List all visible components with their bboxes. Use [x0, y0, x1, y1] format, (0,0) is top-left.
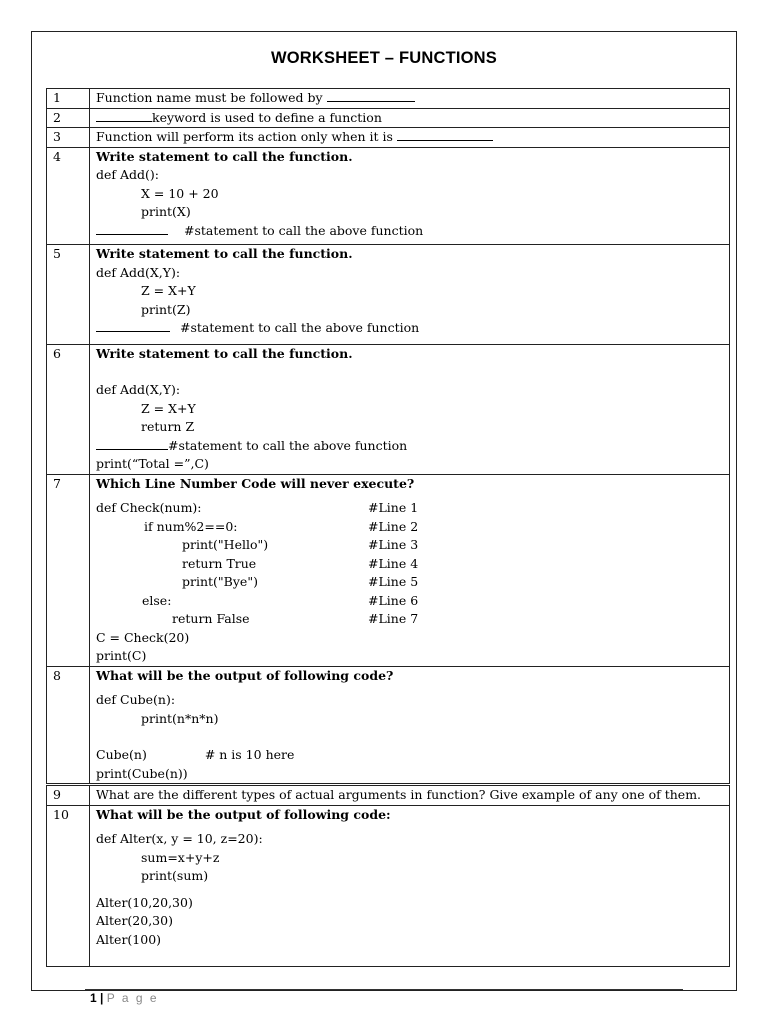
code-line: def Add(X,Y):: [96, 382, 181, 397]
code-line: Alter(100): [96, 931, 162, 947]
answer-blank[interactable]: [327, 89, 415, 102]
code-line: return False: [172, 611, 250, 626]
line-label: #Line 7: [368, 611, 419, 626]
question-cell: [90, 128, 730, 148]
code-line: C = Check(20): [96, 629, 190, 645]
question-row-10: [47, 805, 730, 966]
question-row-5: [47, 245, 730, 345]
worksheet-table: [46, 88, 730, 967]
code-comment: #statement to call the above function: [183, 222, 424, 238]
question-text: Function name must be followed by: [96, 90, 323, 105]
question-cell: [90, 147, 730, 245]
code-comment: #statement to call the above function: [179, 320, 420, 335]
page-label: P a g e: [106, 991, 159, 1005]
question-number: 10: [47, 805, 90, 966]
line-label: #Line 6: [368, 592, 419, 608]
page-footer: [90, 991, 159, 1005]
question-heading: Which Line Number Code will never execute?: [96, 475, 415, 491]
code-line: if num%2==0:: [144, 518, 238, 534]
code-line: Cube(n): [96, 747, 147, 762]
question-row-9: [47, 785, 730, 806]
answer-blank[interactable]: [397, 128, 493, 141]
answer-blank[interactable]: [96, 437, 168, 450]
question-number: 5: [47, 245, 90, 345]
answer-blank[interactable]: [96, 222, 168, 235]
question-number: 3: [47, 128, 90, 148]
question-heading: What will be the output of following code:: [96, 806, 391, 822]
code-line: Z = X+Y: [141, 283, 196, 298]
code-line: Z = X+Y: [141, 400, 196, 416]
question-row-8: [47, 666, 730, 785]
code-line: return True: [182, 555, 257, 571]
code-line: else:: [142, 592, 172, 608]
question-number: 7: [47, 474, 90, 666]
question-row-3: [47, 128, 730, 148]
code-line: Alter(20,30): [96, 913, 173, 928]
answer-blank[interactable]: [96, 319, 170, 332]
question-text: Function will perform its action only when it is: [96, 129, 393, 144]
line-label: #Line 5: [368, 574, 419, 589]
question-row-4: [47, 147, 730, 245]
question-heading: Write statement to call the function.: [96, 148, 353, 164]
question-cell: [90, 245, 730, 345]
code-comment: #statement to call the above function: [168, 437, 408, 453]
code-line: def Add():: [96, 167, 159, 182]
question-cell: [90, 474, 730, 666]
line-label: #Line 1: [368, 500, 419, 515]
worksheet-title: WORKSHEET – FUNCTIONS: [270, 49, 498, 67]
question-cell: [90, 108, 730, 128]
code-line: print("Hello"): [182, 537, 269, 552]
page-number: 1: [90, 991, 97, 1005]
code-line: print(Cube(n)): [96, 765, 188, 781]
question-row-2: [47, 108, 730, 128]
question-cell: [90, 666, 730, 785]
code-line: print(X): [141, 204, 191, 219]
code-block: [96, 499, 723, 629]
question-text: keyword is used to define a function: [152, 109, 382, 125]
question-heading: Write statement to call the function.: [96, 345, 353, 361]
code-comment: # n is 10 here: [204, 747, 295, 762]
code-line: def Cube(n):: [96, 692, 176, 707]
question-row-7: [47, 474, 730, 666]
code-line: print(Z): [141, 301, 191, 317]
question-number: 9: [47, 785, 90, 806]
code-line: print(C): [96, 648, 147, 663]
question-cell: [90, 785, 730, 806]
question-number: 2: [47, 108, 90, 128]
question-text: What are the different types of actual arguments in function? Give example of any one of them.: [96, 787, 702, 802]
question-heading: Write statement to call the function.: [96, 246, 353, 261]
question-number: 1: [47, 89, 90, 109]
code-line: sum=x+y+z: [141, 849, 220, 865]
code-line: Alter(10,20,30): [96, 894, 193, 910]
question-number: 8: [47, 666, 90, 785]
question-row-1: [47, 89, 730, 109]
code-line: def Alter(x, y = 10, z=20):: [96, 831, 263, 846]
question-cell: [90, 89, 730, 109]
question-row-6: [47, 344, 730, 474]
line-label: #Line 4: [368, 555, 419, 571]
question-number: 4: [47, 147, 90, 245]
question-cell: [90, 805, 730, 966]
line-label: #Line 2: [368, 518, 419, 534]
code-line: print("Bye"): [182, 574, 258, 589]
footer-rule: [85, 989, 683, 990]
code-line: X = 10 + 20: [141, 185, 219, 201]
code-line: print(n*n*n): [141, 710, 219, 726]
question-heading: What will be the output of following code?: [96, 667, 394, 683]
question-number: 6: [47, 344, 90, 474]
code-line: print(“Total =”,C): [96, 456, 209, 471]
question-cell: [90, 344, 730, 474]
code-line: def Check(num):: [96, 500, 202, 515]
answer-blank[interactable]: [96, 109, 152, 122]
code-line: print(sum): [141, 868, 209, 883]
code-line: return Z: [141, 419, 195, 434]
code-line: def Add(X,Y):: [96, 264, 181, 280]
line-label: #Line 3: [368, 537, 419, 552]
footer-separator: |: [100, 991, 104, 1005]
